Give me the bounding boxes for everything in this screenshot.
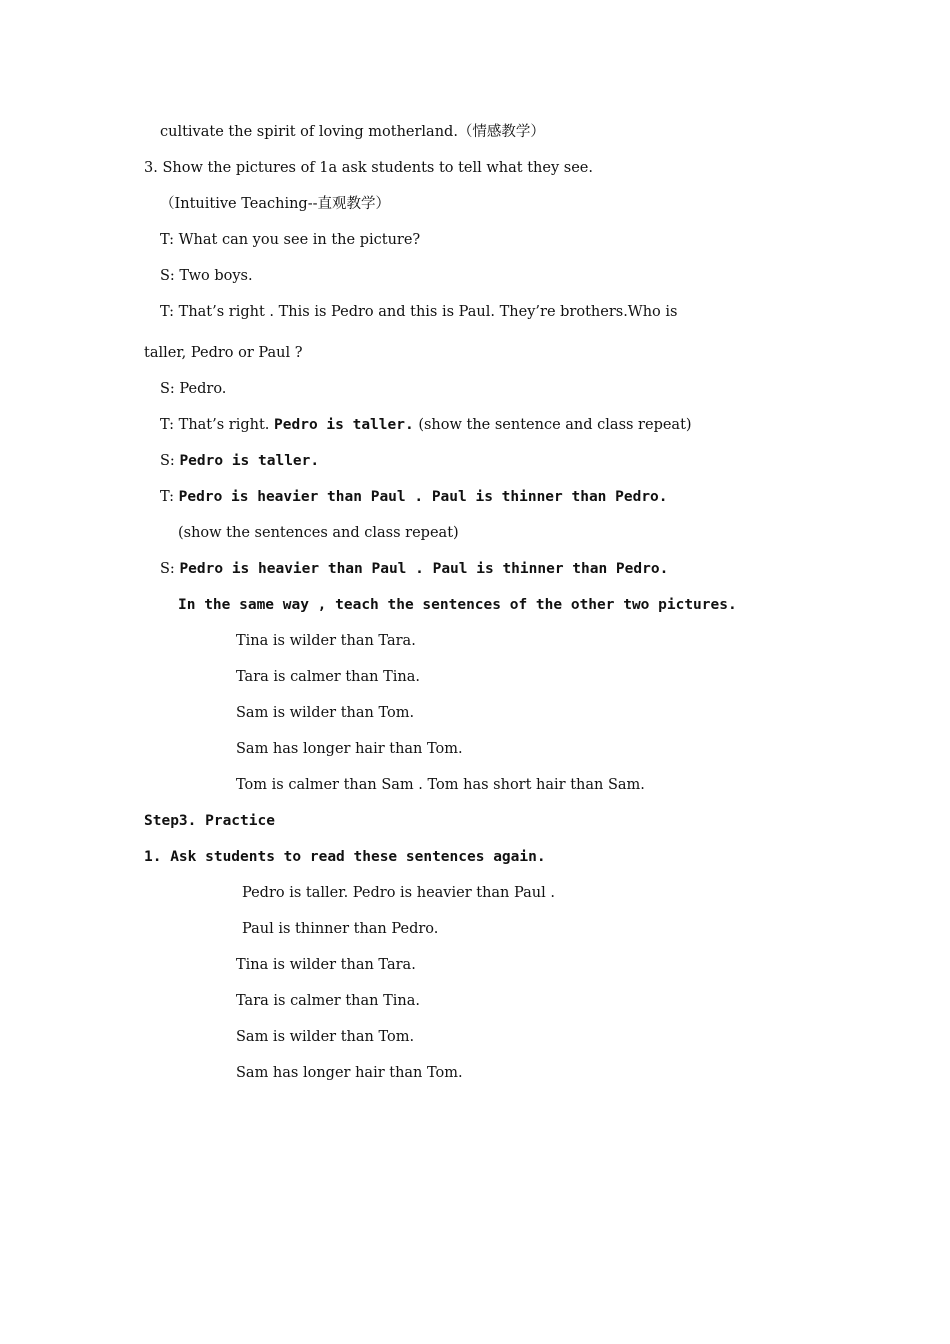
dialogue-line: taller, Pedro or Paul ? xyxy=(144,345,303,361)
dialogue-line: S: Two boys. xyxy=(160,268,253,284)
dialogue-line: S: Pedro. xyxy=(160,381,227,397)
text-span: S: xyxy=(160,453,180,469)
example-sentence: Sam has longer hair than Tom. xyxy=(236,1065,463,1081)
text-span: T: xyxy=(160,489,179,505)
example-sentence: Pedro is taller. Pedro is heavier than Paul . xyxy=(242,885,555,901)
text-line: (show the sentences and class repeat) xyxy=(178,525,459,541)
dialogue-line: T: That’s right . This is Pedro and this is Paul. They’re brothers.Who is xyxy=(160,304,678,320)
example-sentence: Tara is calmer than Tina. xyxy=(236,669,420,685)
dialogue-line xyxy=(160,415,692,435)
section-heading: Step3. Practice xyxy=(144,813,275,829)
example-sentence: Tara is calmer than Tina. xyxy=(236,993,420,1009)
text-span: S: xyxy=(160,561,180,577)
bold-span: Pedro is heavier than Paul . Paul is thinner than Pedro. xyxy=(179,561,669,577)
bold-line: In the same way , teach the sentences of the other two pictures. xyxy=(178,597,737,613)
dialogue-line: T: What can you see in the picture? xyxy=(160,232,421,248)
example-sentence: Sam is wilder than Tom. xyxy=(236,705,415,721)
text-span: (show the sentence and class repeat) xyxy=(413,417,692,433)
bold-span: Pedro is taller. xyxy=(274,417,414,433)
example-sentence: Tina is wilder than Tara. xyxy=(236,957,416,973)
example-sentence: Tina is wilder than Tara. xyxy=(236,633,416,649)
example-sentence: Paul is thinner than Pedro. xyxy=(242,921,439,937)
dialogue-line xyxy=(160,487,668,507)
text-line: cultivate the spirit of loving motherland.（情感教学） xyxy=(160,124,545,140)
numbered-item: 3. Show the pictures of 1a ask students to tell what they see. xyxy=(144,160,593,176)
numbered-item: 1. Ask students to read these sentences again. xyxy=(144,849,546,865)
example-sentence: Tom is calmer than Sam . Tom has short hair than Sam. xyxy=(236,777,645,793)
dialogue-line xyxy=(160,451,319,471)
text-line: （Intuitive Teaching--直观教学） xyxy=(160,196,391,212)
bold-span: Pedro is heavier than Paul . Paul is thinner than Pedro. xyxy=(178,489,668,505)
dialogue-line xyxy=(160,559,668,579)
example-sentence: Sam has longer hair than Tom. xyxy=(236,741,463,757)
bold-span: Pedro is taller. xyxy=(179,453,320,469)
text-span: T: That’s right. xyxy=(160,417,275,433)
example-sentence: Sam is wilder than Tom. xyxy=(236,1029,415,1045)
